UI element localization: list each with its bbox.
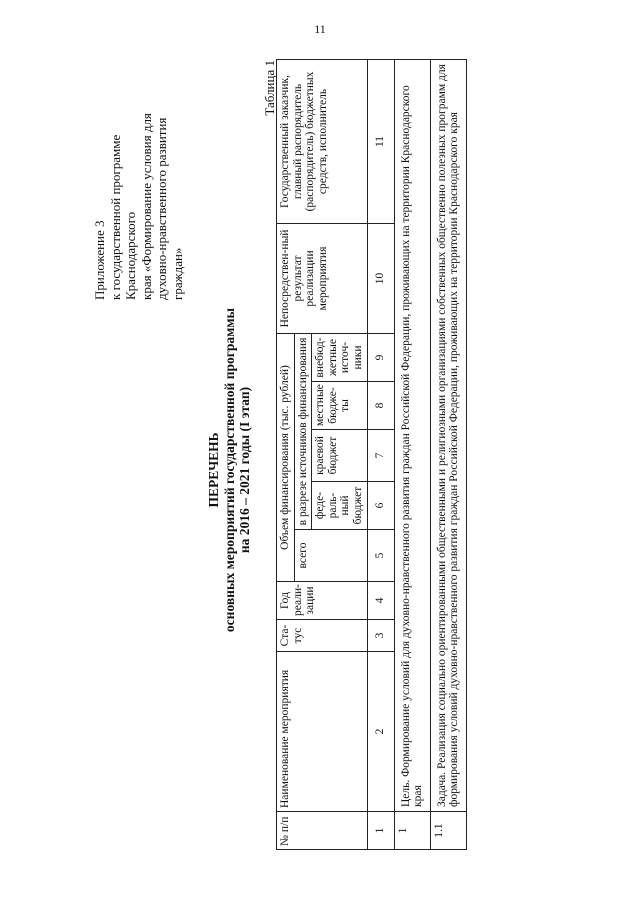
goal-text: Цель. Формирование условий для духовно-нравственного развития граждан Российской Федерации, проживающих на территории Краснодарского края: [394, 59, 430, 811]
measures-table: [276, 59, 467, 850]
title-line-1: ПЕРЕЧЕНЬ: [206, 432, 221, 508]
appendix-note: [92, 60, 186, 300]
column-number: 2: [367, 652, 394, 812]
column-number: 11: [367, 59, 394, 223]
appendix-line: граждан»: [169, 247, 185, 300]
column-number: 5: [367, 530, 394, 582]
title-line-2: основных мероприятий государственной программы: [221, 307, 237, 633]
task-text: Задача. Реализация социально ориентированными общественными и религиозными организациями собственных общественно полезных программ для формирования условий духовно-нравственного развития граждан Российской Федерации, проживающих на территории Краснодарского края: [430, 59, 466, 811]
column-number: 7: [367, 430, 394, 482]
header-local: местные бюдже-ты: [312, 382, 367, 430]
row-num: 1: [394, 812, 430, 850]
header-customer: Государственный заказчик, главный распорядитель (распорядитель) бюджетных средств, исполнитель: [277, 59, 368, 223]
column-numbers-row: [367, 59, 394, 849]
header-federal: феде-раль-ный бюджет: [312, 482, 367, 530]
table-row: [430, 59, 466, 849]
column-number: 4: [367, 582, 394, 620]
header-regional: краевой бюджет: [312, 430, 367, 482]
column-number: 9: [367, 333, 394, 381]
appendix-line: Приложение 3: [92, 220, 107, 300]
header-year: Год реали-зации: [277, 582, 368, 620]
document-title: [206, 150, 253, 790]
row-num: 1.1: [430, 812, 466, 850]
column-number: 10: [367, 223, 394, 333]
header-total: всего: [294, 530, 367, 582]
header-num: № п/п: [277, 812, 368, 850]
header-by-source: в разрезе источников финансирования: [294, 333, 312, 529]
table-row: [394, 59, 430, 849]
page-number: 11: [314, 22, 326, 36]
header-row: [277, 59, 295, 849]
header-extra: внебюд-жетные источ-ники: [312, 333, 367, 381]
header-name: Наименование мероприятия: [277, 652, 368, 812]
table-label: Таблица 1: [262, 60, 277, 116]
title-line-3: на 2016 – 2021 годы (I этап): [237, 386, 252, 554]
header-funding: Объем финансирования (тыс. рублей): [277, 333, 295, 581]
rotated-document-content: [40, 60, 600, 850]
column-number: 3: [367, 620, 394, 652]
header-status: Ста-тус: [277, 620, 368, 652]
appendix-line: к государственной программе: [107, 134, 123, 300]
appendix-line: края «Формирование условия для: [138, 113, 154, 300]
column-number: 6: [367, 482, 394, 530]
column-number: 1: [367, 812, 394, 850]
column-number: 8: [367, 382, 394, 430]
appendix-line: Краснодарского: [123, 211, 139, 300]
header-result: Непосредствен-ный результат реализации мероприятия: [277, 223, 368, 333]
appendix-line: духовно-нравственного развития: [154, 117, 170, 300]
